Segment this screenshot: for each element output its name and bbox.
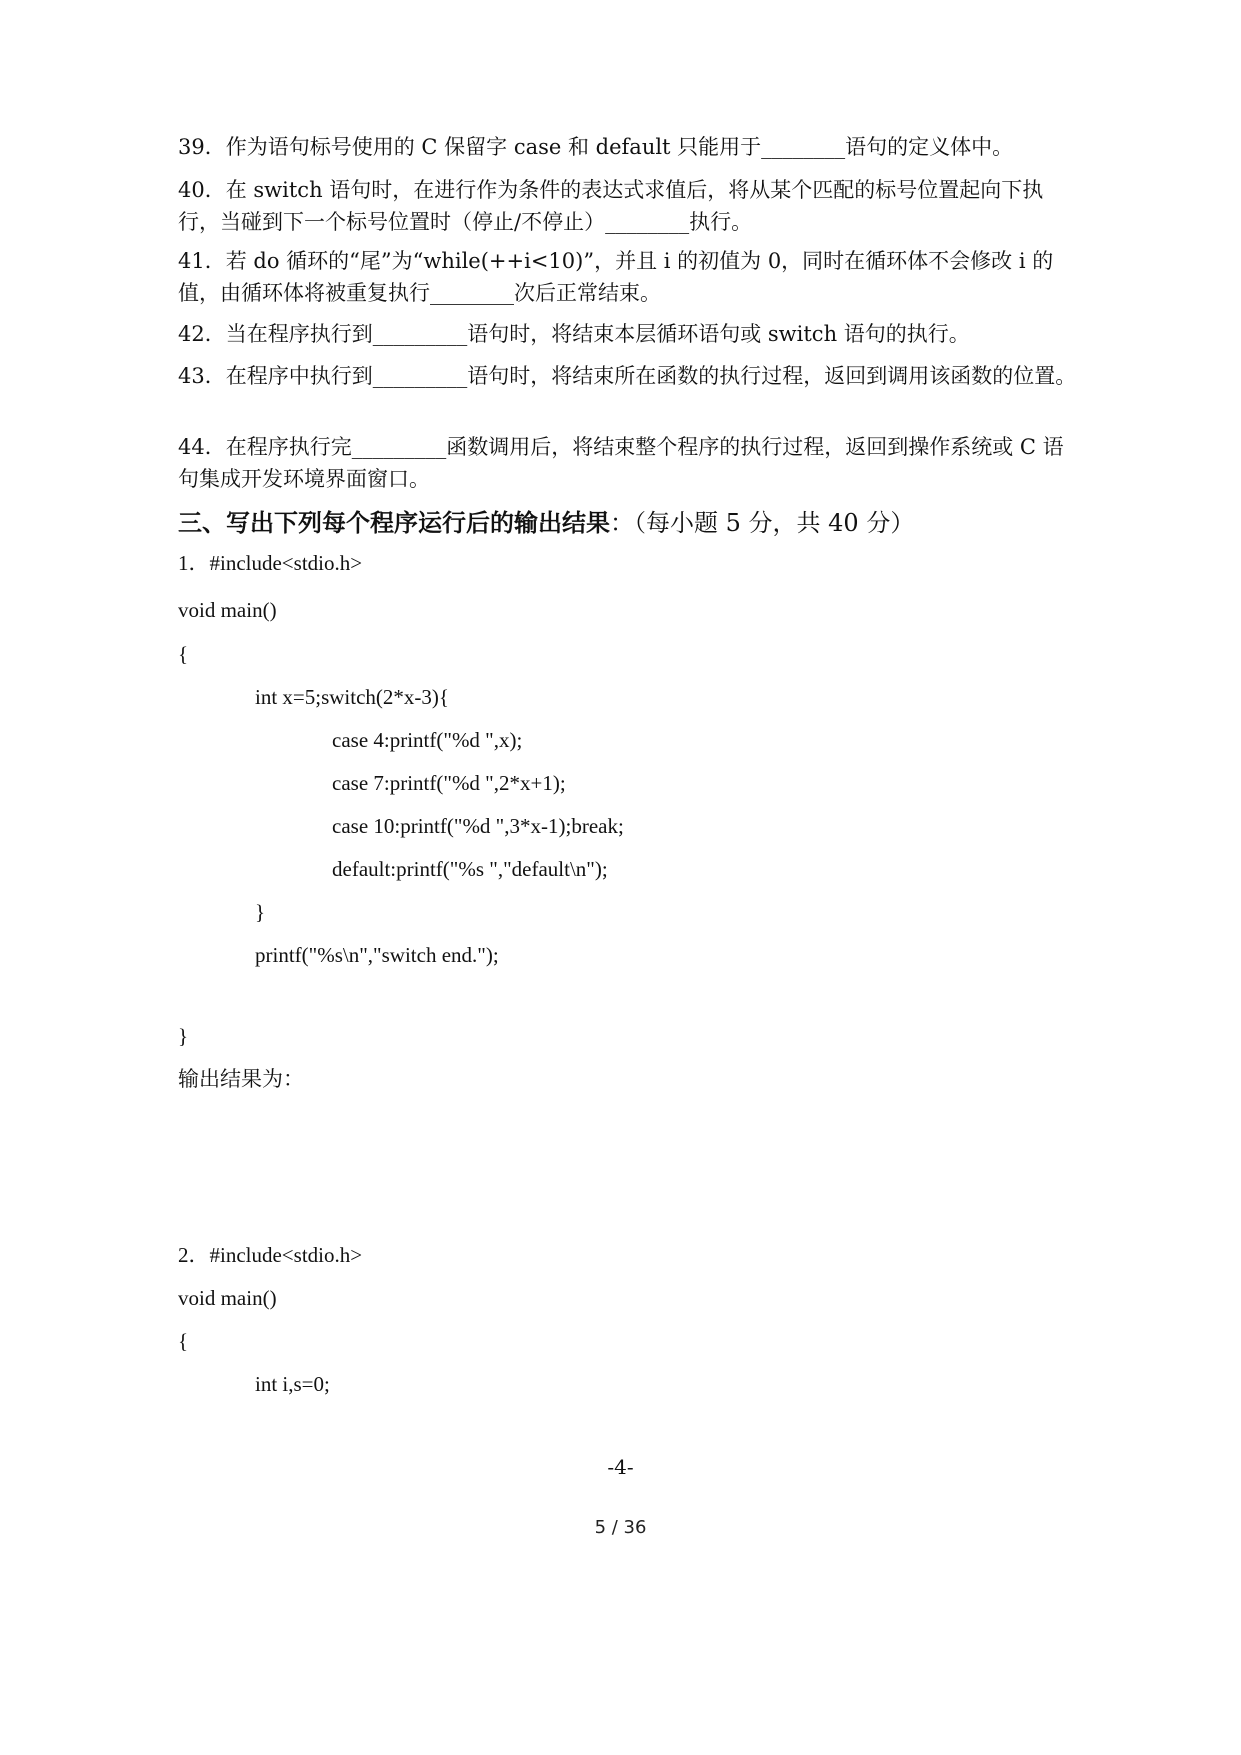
question-41: 41．若 do 循环的“尾”为“while(++i<10)”，并且 i 的初值为 0，同时在循环体不会修改 i 的值，由循环体将被重复执行________次后正常结束。 xyxy=(178,249,1054,305)
question-44: 44．在程序执行完_________函数调用后，将结束整个程序的执行过程，返回到操作系统或 C 语句集成开发环境界面窗口。 xyxy=(178,435,1064,491)
page-count: 5 / 36 xyxy=(594,1517,647,1538)
program-1-open-brace: { xyxy=(178,642,189,666)
question-39: 39．作为语句标号使用的 C 保留字 case 和 default 只能用于________语句的定义体中。 xyxy=(178,135,1014,159)
program-2-include: 2．#include<stdio.h> xyxy=(178,1243,363,1267)
program-1-include: 1．#include<stdio.h> xyxy=(178,551,363,575)
program-1-case-10: case 10:printf("%d ",3*x-1);break; xyxy=(332,814,624,838)
program-1-case-4: case 4:printf("%d ",x); xyxy=(332,728,523,752)
program-1-printf-end: printf("%s\n","switch end."); xyxy=(255,943,499,967)
program-1-default: default:printf("%s ","default\n"); xyxy=(332,857,608,881)
program-1-output-label: 输出结果为： xyxy=(178,1067,304,1091)
question-43: 43．在程序中执行到_________语句时，将结束所在函数的执行过程，返回到调用该函数的位置。 xyxy=(178,364,1077,388)
program-2-open-brace: { xyxy=(178,1329,189,1353)
question-42: 42．当在程序执行到_________语句时，将结束本层循环语句或 switch 语句的执行。 xyxy=(178,322,970,346)
section-3-score-note: ：（每小题 5 分，共 40 分） xyxy=(610,509,915,537)
program-1-close-brace: } xyxy=(178,1024,189,1048)
question-40: 40．在 switch 语句时，在进行作为条件的表达式求值后，将从某个匹配的标号位置起向下执行，当碰到下一个标号位置时（停止/不停止）________执行。 xyxy=(178,178,1044,234)
program-1-switch: int x=5;switch(2*x-3){ xyxy=(255,685,449,709)
program-1-case-7: case 7:printf("%d ",2*x+1); xyxy=(332,771,566,795)
section-3-title: 三、写出下列每个程序运行后的输出结果 xyxy=(178,508,610,537)
program-1-main: void main() xyxy=(178,598,277,622)
program-1-switch-close: } xyxy=(255,900,266,924)
program-2-declaration: int i,s=0; xyxy=(255,1372,330,1396)
section-3-heading xyxy=(178,509,914,537)
program-2-main: void main() xyxy=(178,1286,277,1310)
page-number: -4- xyxy=(607,1455,634,1479)
